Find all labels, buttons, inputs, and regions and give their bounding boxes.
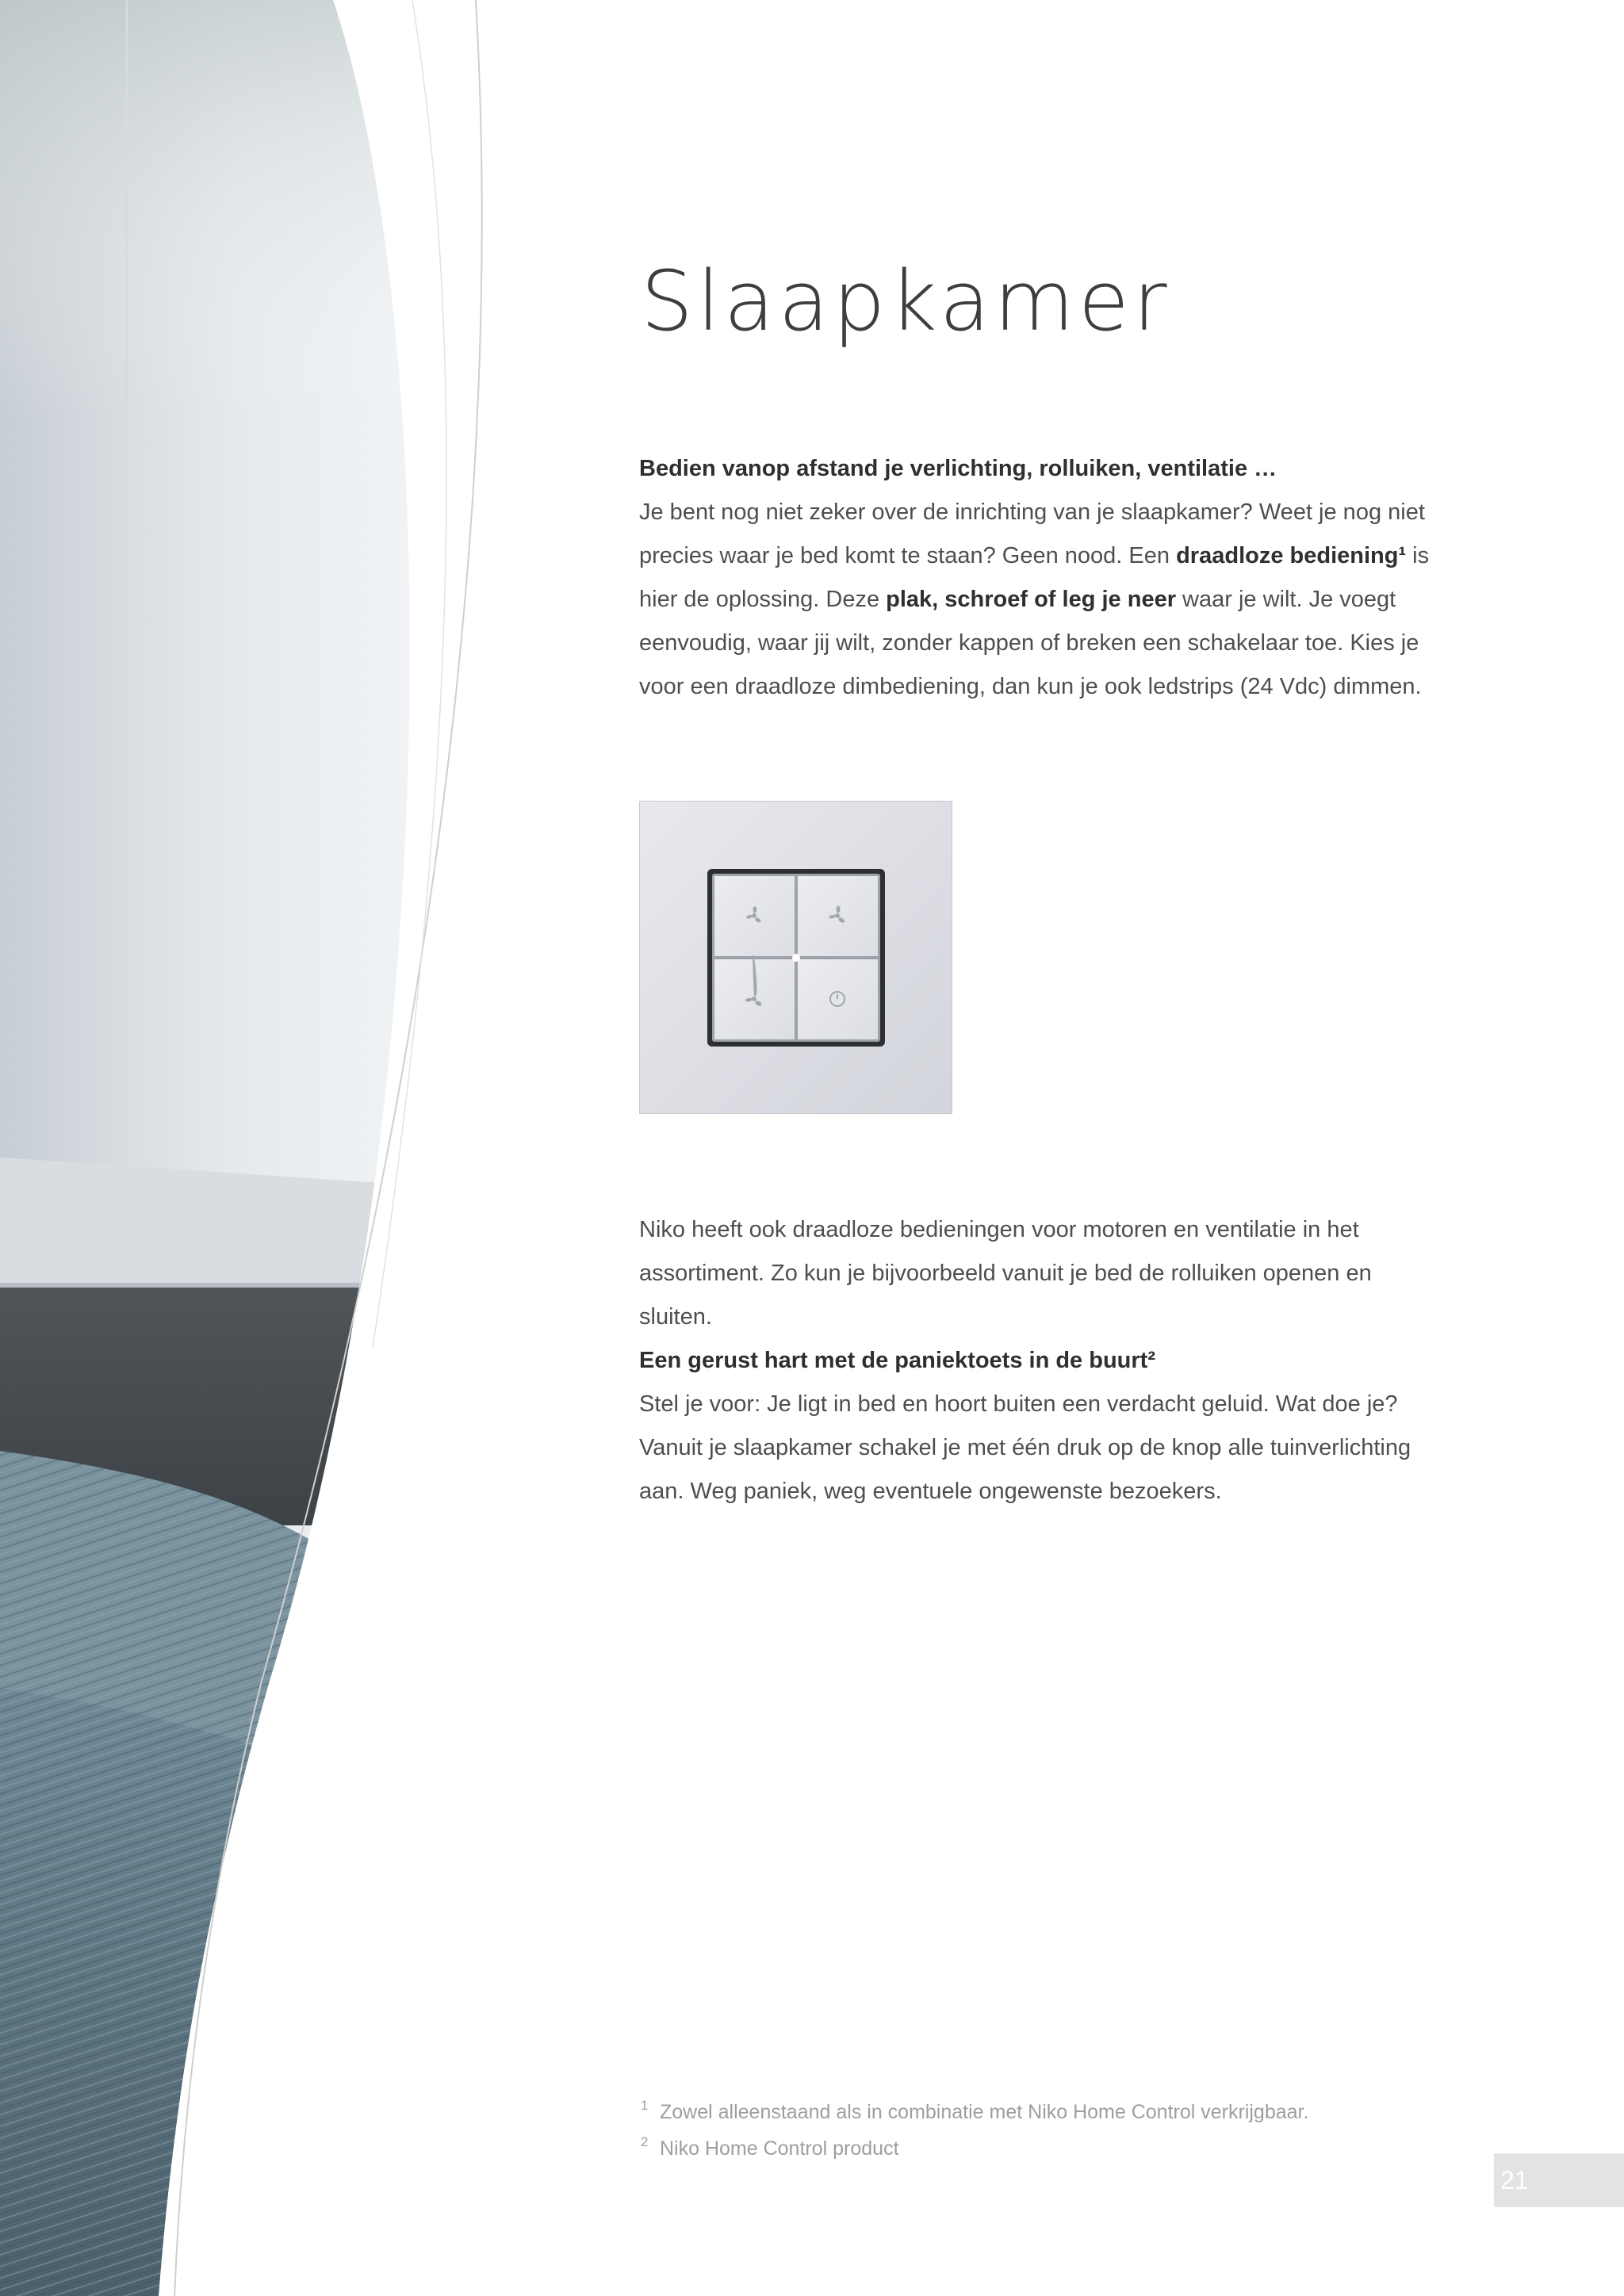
intro-section (639, 447, 1432, 709)
panic-paragraph: Stel je voor: Je ligt in bed en hoort buiten een verdacht geluid. Wat doe je? Vanuit je slaapkamer schakel je met één druk op de knop alle tuinverlichting aan. Weg paniek, weg eventuele ongewenste bezoekers. (639, 1391, 1411, 1504)
panic-heading: Een gerust hart met de paniektoets in de buurt² (639, 1348, 1155, 1373)
intro-paragraph (639, 491, 1432, 709)
intro-text-3: waar je wilt. Je voegt eenvoudig, waar jij wilt, zonder kappen of breken een schakelaar toe. Kies je voor een draadloze dimbediening, dan kun je ook ledstrips (24 Vdc) dimmen. (639, 587, 1422, 699)
footnote-text: Niko Home Control product (660, 2137, 899, 2160)
intro-heading: Bedien vanop afstand je verlichting, rolluiken, ventilatie … (639, 456, 1277, 481)
footnote-2 (641, 2130, 1308, 2167)
footnote-mark: 2 (641, 2134, 649, 2149)
page-number: 21 (1494, 2153, 1624, 2207)
footnote-1 (641, 2094, 1308, 2130)
intro-text-1: Je bent nog niet zeker over de inrichting van je slaapkamer? Weet je nog niet precies waar je bed komt te staan? Geen nood. Een (639, 499, 1425, 568)
footnotes (641, 2094, 1308, 2167)
niko-section (639, 1208, 1432, 1339)
intro-bold-1: draadloze bediening¹ (1176, 543, 1407, 568)
footnote-text: Zowel alleenstaand als in combinatie met Niko Home Control verkrijgbaar. (660, 2101, 1309, 2123)
intro-text-2: is hier de oplossing. Deze (639, 543, 1430, 612)
intro-bold-2: plak, schroef of leg je neer (886, 587, 1176, 612)
page-title: Slaapkamer (641, 253, 1171, 350)
niko-paragraph: Niko heeft ook draadloze bedieningen voor motoren en ventilatie in het assortiment. Zo kun je bijvoorbeeld vanuit je bed de rolluiken openen en sluiten. (639, 1217, 1372, 1330)
footnote-mark: 1 (641, 2098, 649, 2113)
panic-section (639, 1339, 1432, 1513)
wireless-switch-image (639, 801, 952, 1114)
